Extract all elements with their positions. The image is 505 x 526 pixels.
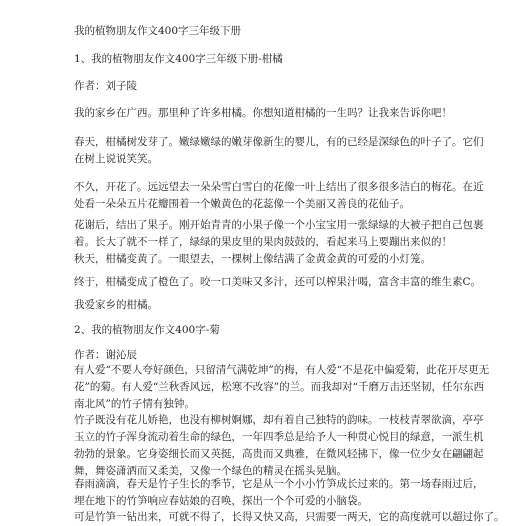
author-line-1: 作者：刘子陵	[74, 80, 137, 92]
paragraph-5: 秋天，柑橘变黄了。一眼望去，一棵树上像结满了金黄金黄的可爱的小灯笼。	[74, 253, 431, 265]
section-heading-2: 2、我的植物朋友作文400字-菊	[74, 324, 220, 336]
paragraph-1: 我的家乡在广西。那里种了许多柑橘。你想知道柑橘的一生吗？让我来告诉你吧！	[74, 107, 452, 119]
paragraph-line: 勃勃的景象。它身姿细长而又英挺，高贵而又典雅，在微风轻拂下，像一位少女在翩翩起	[74, 448, 484, 460]
paragraph-3	[74, 179, 484, 213]
paragraph-line: 春天，柑橘树发芽了。嫩绿嫩绿的嫩芽像新生的婴儿，有的已经是深绿色的叶子了。它们	[74, 136, 484, 148]
paragraph-line: 不久，开花了。远远望去一朵朵雪白雪白的花像一叶上结出了很多很多洁白的梅花。在近	[74, 181, 484, 193]
paragraph-10	[74, 476, 484, 510]
paragraph-line: 着。长大了就不一样了，绿绿的果皮里的果肉鼓鼓的，看起来马上要蹦出来似的！	[74, 236, 452, 248]
paragraph-6: 终于，柑橘变成了橙色了。咬一口美味又多汁，还可以榨果汁喝，富含丰富的维生素C。	[74, 276, 482, 288]
paragraph-line: 竹子既没有花儿娇艳，也没有柳树婀娜，却有着自己独特的韵味。一枝枝青翠欲滴，亭亭	[74, 414, 484, 426]
paragraph-line: 有人爱“不要人夸好颜色，只留清气满乾坤”的梅，有人爱“不是花中偏爱菊，此花开尽更无	[74, 364, 490, 376]
paragraph-7: 我爱家乡的柑橘。	[74, 299, 158, 311]
doc-title: 我的植物朋友作文400字三年级下册	[74, 25, 242, 37]
author-line-2: 作者：谢沁辰	[74, 349, 137, 361]
paragraph-8	[74, 362, 490, 413]
paragraph-11	[74, 509, 505, 523]
paragraph-line: 在树上说说笑笑。	[74, 153, 158, 165]
paragraph-line: 可是竹笋一钻出来，可就不得了，长得又快又高，只需要一两天，它的高度就可以超过你了。	[74, 511, 505, 523]
paragraph-line: 埋在地下的竹笋响应春姑娘的召唤，探出一个个可爱的小脑袋。	[74, 495, 368, 507]
paragraph-line: 玉立的竹子浑身流动着生命的绿色，一年四季总是给予人一种贯心悦目的绿意，一派生机	[74, 431, 484, 443]
paragraph-line: 南北风”的竹子情有独钟。	[74, 398, 195, 410]
paragraph-2	[74, 134, 484, 168]
paragraph-line: 花谢后，结出了果子。刚开始青青的小果子像一个小宝宝用一张绿绿的大被子把自己包裹	[74, 219, 484, 231]
paragraph-line: 春雨滴滴，春天是竹子生长的季节，它是从一个小小竹笋成长过来的。第一场春雨过后，	[74, 478, 484, 490]
section-heading-1: 1、我的植物朋友作文400字三年级下册-柑橘	[74, 53, 283, 65]
paragraph-line: 花”的菊。有人爱“兰秋香风远，松寒不改容”的兰。而我却对“千磨万击还坚韧，任尔东西	[74, 381, 484, 393]
paragraph-4	[74, 217, 484, 251]
paragraph-line: 舞，舞姿潇洒而又柔美，又像一个绿色的精灵在摇头晃脑。	[74, 465, 347, 477]
paragraph-9	[74, 412, 484, 480]
paragraph-line: 处看一朵朵五片花瓣围着一个嫩黄色的花蕊像一个美丽又善良的花仙子。	[74, 198, 410, 210]
